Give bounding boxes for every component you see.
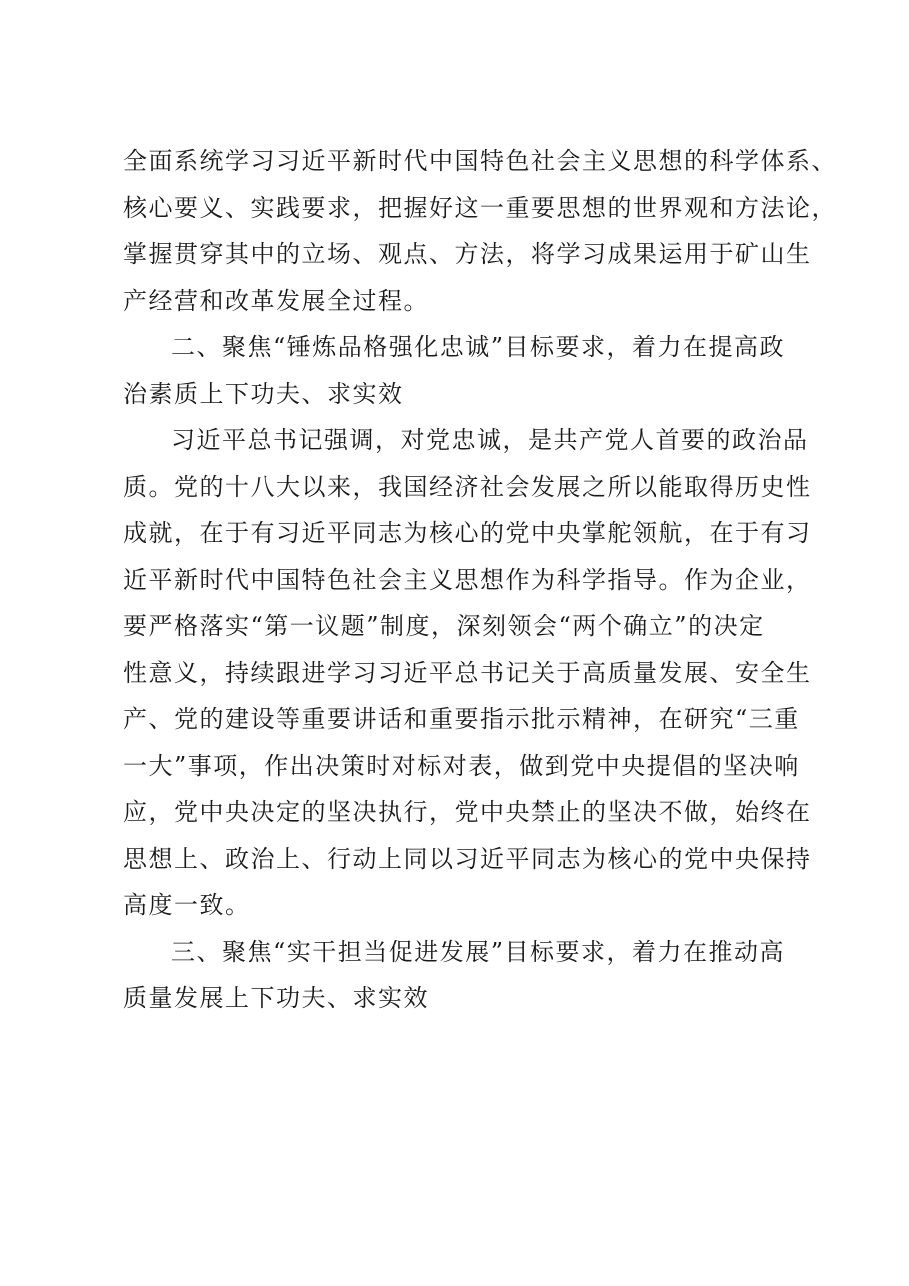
text-line: 习近平总书记强调，对党忠诚，是共产党人首要的政治品 <box>171 426 809 454</box>
text-line: 思想上、政治上、行动上同以习近平同志为核心的党中央保持 <box>123 844 812 873</box>
heading-line: 二、聚焦“锤炼品格强化忠诚”目标要求，着力在提高政 <box>171 333 786 361</box>
text-line: 全面系统学习习近平新时代中国特色社会主义思想的科学体系、 <box>123 147 837 175</box>
text-line: 性意义，持续跟进学习习近平总书记关于高质量发展、安全生 <box>123 658 812 687</box>
heading-line: 三、聚焦“实干担当促进发展”目标要求，着力在推动高 <box>171 937 786 966</box>
text-line: 质。党的十八大以来，我国经济社会发展之所以能取得历史性 <box>123 472 812 501</box>
text-line: 产经营和改革发展全过程。 <box>123 286 429 315</box>
section-heading-2 <box>123 324 793 417</box>
section-heading-3 <box>123 929 793 1022</box>
document-body <box>123 138 837 1022</box>
heading-line: 质量发展上下功夫、求实效 <box>123 984 429 1012</box>
paragraph-continuation <box>123 138 837 324</box>
text-line: 高度一致。 <box>123 891 251 919</box>
text-line: 掌握贯穿其中的立场、观点、方法，将学习成果运用于矿山生 <box>123 240 812 268</box>
text-line: 成就，在于有习近平同志为核心的党中央掌舵领航，在于有习 <box>123 519 812 547</box>
heading-line: 治素质上下功夫、求实效 <box>123 379 404 408</box>
text-line: 近平新时代中国特色社会主义思想作为科学指导。作为企业， <box>123 565 812 594</box>
text-line: 产、党的建设等重要讲话和重要指示批示精神，在研究“三重 <box>123 705 800 733</box>
text-line: 一大”事项，作出决策时对标对表，做到党中央提倡的坚决响 <box>123 751 800 780</box>
text-line: 要严格落实“第一议题”制度，深刻领会“两个确立”的决定 <box>123 612 765 640</box>
text-line: 应，党中央决定的坚决执行，党中央禁止的坚决不做，始终在 <box>123 798 812 826</box>
text-line: 核心要义、实践要求，把握好这一重要思想的世界观和方法论， <box>123 193 837 222</box>
paragraph-loyalty <box>123 417 812 929</box>
